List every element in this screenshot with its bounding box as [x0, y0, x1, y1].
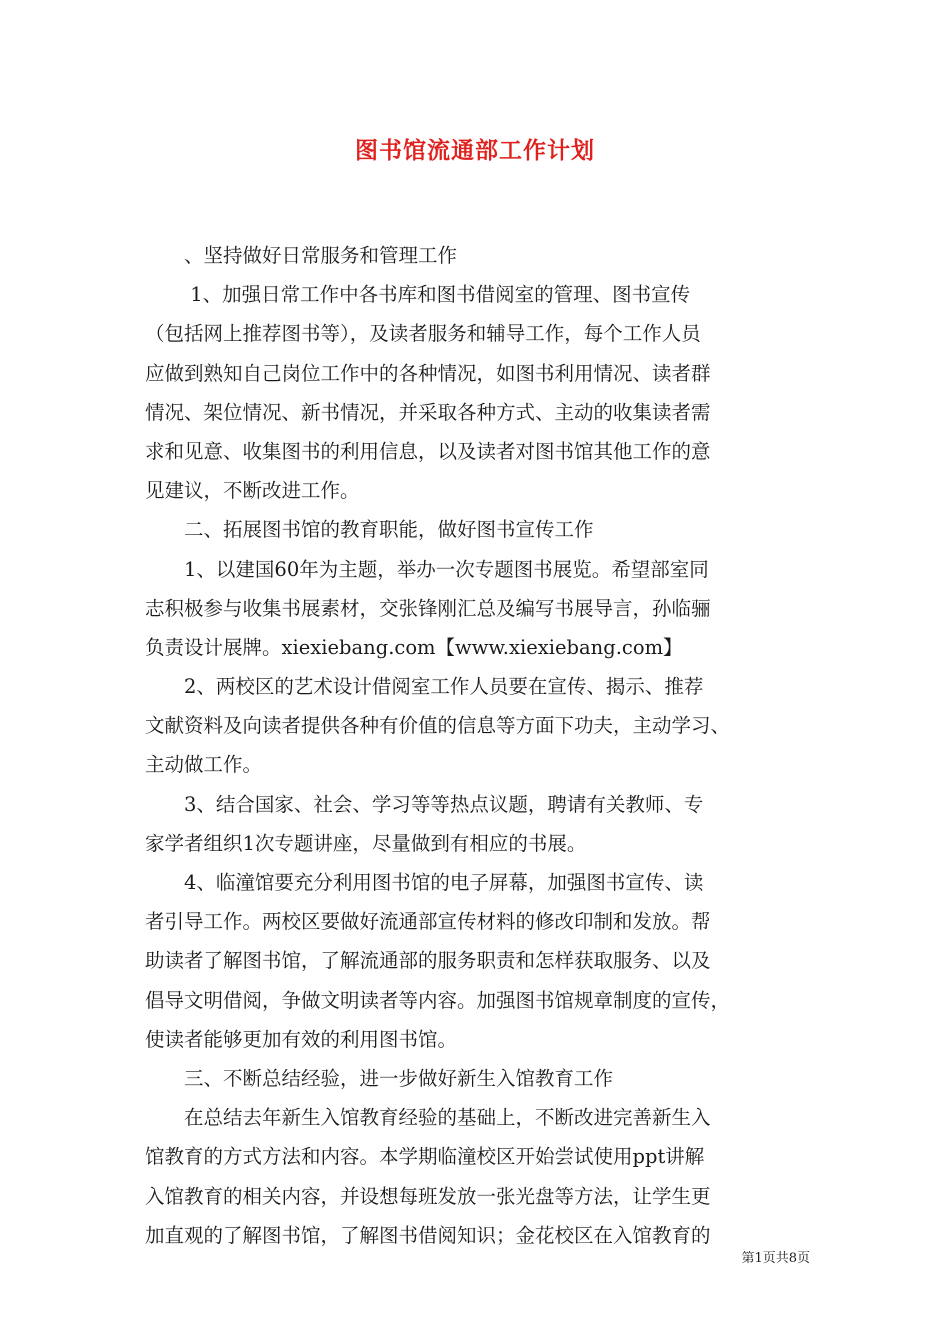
body-line: 入馆教育的相关内容，并设想每班发放一张光盘等方法，让学生更	[145, 1184, 711, 1208]
page-number: 第1页共8页	[741, 1251, 810, 1266]
body-line: 使读者能够更加有效的利用图书馆。	[145, 1027, 458, 1051]
body-line: 加直观的了解图书馆，了解图书借阅知识；金花校区在入馆教育的	[145, 1223, 711, 1247]
body-line: 1、以建国60年为主题，举办一次专题图书展览。希望部室同	[145, 557, 709, 581]
body-line: 应做到熟知自己岗位工作中的各种情况，如图书利用情况、读者群	[145, 361, 711, 385]
body-line: （包括网上推荐图书等），及读者服务和辅导工作，每个工作人员	[145, 322, 701, 346]
body-line: 在总结去年新生入馆教育经验的基础上，不断改进完善新生入	[145, 1106, 711, 1130]
body-line: 者引导工作。两校区要做好流通部宣传材料的修改印制和发放。帮	[145, 910, 711, 934]
body-line: 负责设计展牌。xiexiebang.com【www.xiexiebang.com】	[145, 635, 683, 659]
document-title: 图书馆流通部工作计划	[355, 137, 595, 164]
body-line: 、坚持做好日常服务和管理工作	[145, 244, 458, 267]
body-line: 二、拓展图书馆的教育职能，做好图书宣传工作	[145, 518, 594, 542]
body-line: 主动做工作。	[145, 753, 263, 777]
body-line: 3、结合国家、社会、学习等等热点议题，聘请有关教师、专	[145, 792, 704, 816]
body-line: 2、两校区的艺术设计借阅室工作人员要在宣传、揭示、推荐	[145, 675, 704, 699]
body-line: 见建议，不断改进工作。	[145, 479, 360, 503]
body-line: 求和见意、收集图书的利用信息，以及读者对图书馆其他工作的意	[145, 439, 711, 463]
body-line: 1、加强日常工作中各书库和图书借阅室的管理、图书宣传	[145, 283, 691, 307]
body-line: 文献资料及向读者提供各种有价值的信息等方面下功夫，主动学习、	[145, 714, 731, 738]
body-line: 三、不断总结经验，进一步做好新生入馆教育工作	[145, 1066, 614, 1090]
body-line: 情况、架位情况、新书情况，并采取各种方式、主动的收集读者需	[145, 400, 711, 424]
body-line: 助读者了解图书馆，了解流通部的服务职责和怎样获取服务、以及	[145, 949, 711, 973]
body-line: 4、临潼馆要充分利用图书馆的电子屏幕，加强图书宣传、读	[145, 871, 704, 894]
body-line: 志积极参与收集书展素材，交张锋刚汇总及编写书展导言，孙临骊	[145, 596, 711, 620]
document-body	[145, 236, 825, 1255]
body-line: 倡导文明借阅，争做文明读者等内容。加强图书馆规章制度的宣传，	[145, 988, 731, 1012]
body-line: 家学者组织1次专题讲座，尽量做到有相应的书展。	[145, 831, 587, 855]
body-line: 馆教育的方式方法和内容。本学期临潼校区开始尝试使用ppt讲解	[145, 1145, 705, 1169]
